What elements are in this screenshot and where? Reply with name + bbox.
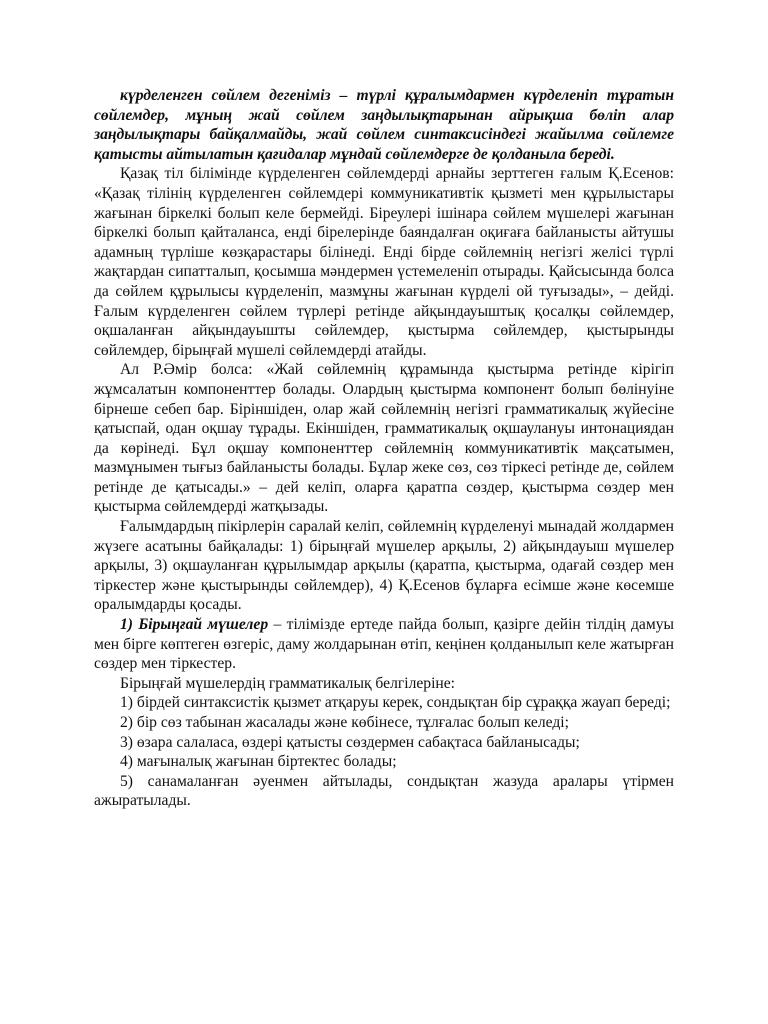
amir-quote-paragraph: Ал Р.Әмір болса: «Жай сөйлемнің құрамында қыстырма ретінде кірігіп жұмсалатын компоненттер болады. Олардың қыстырма компонент болып бөлінуіне бірнеше себеп бар. Біріншіден, олар жай сөйлемнің негізгі грамматикалық жүйесіне қатыспай, одан оқшау тұрады. Екіншіден, грамматикалық оқшаулануы интонациядан да көрінеді. Бұл оқшау компоненттер сөйлемнің коммуникативтік мақсатымен, мазмұнымен тығыз байланысты болады. Бұлар жеке сөз, сөз тіркесі ретінде де, сөйлем ретінде де қатысады.» – дей келіп, оларға қаратпа сөздер, қыстырма сөздер мен қыстырма сөйлемдерді жатқызады. <box>94 361 674 516</box>
summary-paragraph: Ғалымдардың пікірлерін саралай келіп, сөйлемнің күрделенуі мынадай жолдармен жүзеге асатыны байқалады: 1) бірыңғай мүшелер арқылы, 2) айқындауыш мүшелер арқылы, 3) оқшауланған құрылымдар арқылы (қаратпа, қыстырма, одағай сөздер мен тіркестер және қыстырынды сөйлемдер), 4) Қ.Есенов бұларға есімше және көсемше оралымдарды қосады. <box>94 518 674 614</box>
features-list-item: 3) өзара салаласа, өздері қатысты сөздермен сабақтаса байланысады; <box>120 733 580 751</box>
features-list-item: 1) бірдей синтаксистік қызмет атқаруы керек, сондықтан бір сұраққа жауап береді; <box>120 694 671 712</box>
homogeneous-members-definition: – тілімізде ертеде пайда болып, қазірге дейін тілдің дамуы мен бірге көптеген өзгеріс, даму жолдарынан өтіп, кеңінен қолданылып келе жатырған сөздер мен тіркестер. <box>94 616 674 673</box>
features-list-item: 4) мағыналық жағынан біртектес болады; <box>120 753 397 771</box>
homogeneous-members-paragraph <box>94 615 674 674</box>
document-page <box>94 86 674 811</box>
features-list-item: 2) бір сөз табынан жасалады және көбінесе, тұлғалас болып келеді; <box>120 714 569 731</box>
intro-definition-paragraph: күрделенген сөйлем дегеніміз – түрлі құралымдармен күрделеніп тұратын сөйлемдер, мұның жай сөйлем заңдылықтарынан айрықша бөліп алар заңдылықтары байқалмайды, жай сөйлем синтаксисіндегі жайылма сөйлемге қатысты айтылатын қағидалар мұндай сөйлемдерге де қолданыла береді. <box>94 87 674 163</box>
homogeneous-members-term: 1) Бірыңғай мүшелер <box>120 616 269 634</box>
features-list-item: 5) санамаланған әуенмен айтылады, сондықтан жазуда аралары үтірмен ажыратылады. <box>94 772 674 810</box>
features-list-intro: Бірыңғай мүшелердің грамматикалық белгілеріне: <box>120 674 456 692</box>
esenov-quote-paragraph: Қазақ тіл білімінде күрделенген сөйлемдерді арнайы зерттеген ғалым Қ.Есенов: «Қазақ тілінің күрделенген сөйлемдері коммуникативтік қызметі мен құрылыстары жағынан біркелкі болып келе бермейді. Біреулері ішінара сөйлем мүшелері жағынан біркелкі болып қайталанса, енді бірелерінде баяндалған оқиғаға байланысты айтушы адамның түрліше көзқарастары білінеді. Енді бірде сөйлемнің негізгі желісі түрлі жақтардан сипатталып, қосымша мәндермен үстемеленіп отырады. Қайсысында болса да сөйлем құрылысы күрделеніп, мазмұны жағынан күрделі ой туғызады», – дейді. Ғалым күрделенген сөйлем түрлері ретінде айқындауыштық қосалқы сөйлемдер, оқшаланған айқындауышты сөйлемдер, қыстырма сөйлемдер, қыстырынды сөйлемдер, бірыңғай мүшелі сөйлемдерді атайды. <box>94 165 674 359</box>
